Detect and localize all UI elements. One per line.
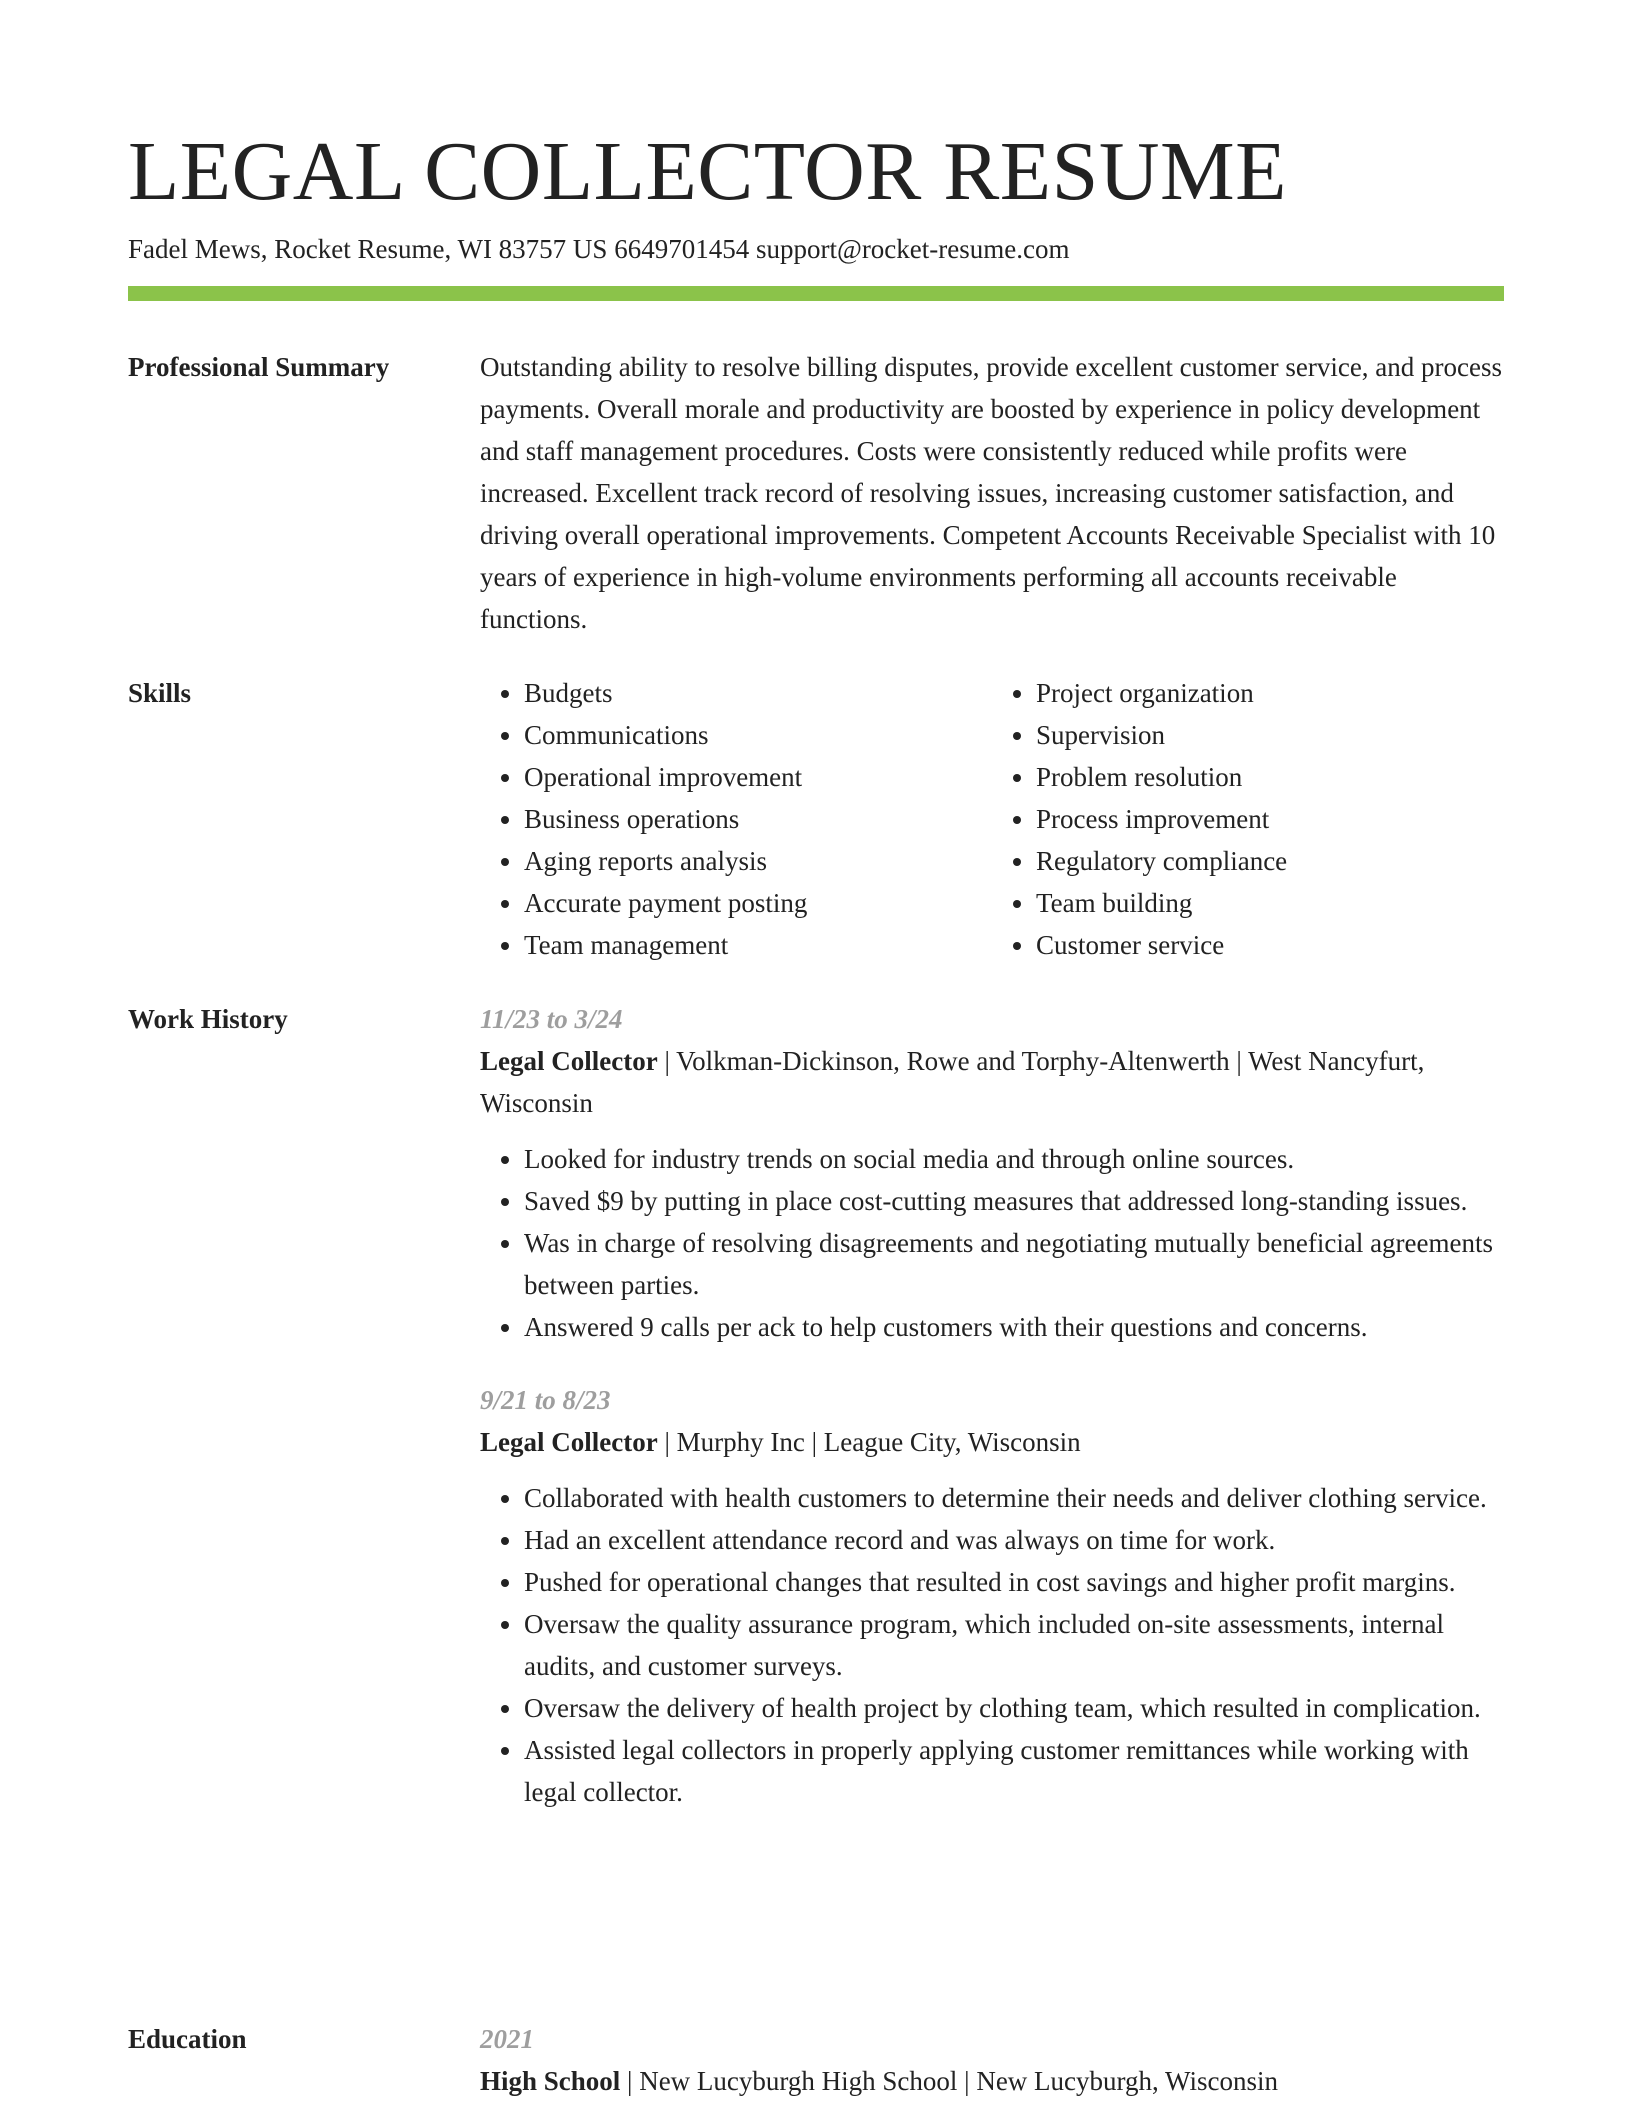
job-title: Legal Collector <box>480 1046 658 1076</box>
skill-item: • Problem resolution <box>1036 756 1504 798</box>
skill-item: • Accurate payment posting <box>524 882 992 924</box>
job-bullets <box>480 1477 1504 1813</box>
job-bullet: • Saved $9 by putting in place cost-cutting measures that addressed long-standing issues. <box>524 1180 1504 1222</box>
contact-address: Fadel Mews, Rocket Resume, WI 83757 US <box>128 234 608 264</box>
job-details: | Murphy Inc | League City, Wisconsin <box>657 1427 1081 1457</box>
education-details: | New Lucyburgh High School | New Lucyburgh, Wisconsin <box>620 2066 1278 2096</box>
job-dates: 11/23 to 3/24 <box>480 1004 623 1034</box>
education-label: Education <box>128 2024 247 2054</box>
education-line <box>480 2060 1504 2102</box>
contact-line <box>128 232 1069 266</box>
accent-divider <box>128 286 1504 301</box>
education-degree: High School <box>480 2066 621 2096</box>
skills-list-left <box>480 672 992 966</box>
job-role-line <box>480 1421 1504 1463</box>
skill-item: • Communications <box>524 714 992 756</box>
contact-phone: 6649701454 <box>614 234 750 264</box>
skills-body <box>480 672 1504 966</box>
work-history-label: Work History <box>128 1004 288 1034</box>
skill-item: • Team management <box>524 924 992 966</box>
resume-title: LEGAL COLLECTOR RESUME <box>128 125 1287 218</box>
job-bullet: • Oversaw the delivery of health project by clothing team, which resulted in complication. <box>524 1687 1504 1729</box>
skill-item: • Supervision <box>1036 714 1504 756</box>
skill-item: • Regulatory compliance <box>1036 840 1504 882</box>
job-entry <box>480 1379 1504 1813</box>
education-body <box>480 2018 1504 2102</box>
job-bullet: • Collaborated with health customers to determine their needs and deliver clothing service. <box>524 1477 1504 1519</box>
skill-item: • Team building <box>1036 882 1504 924</box>
job-bullet: • Assisted legal collectors in properly applying customer remittances while working with legal collector. <box>524 1729 1504 1813</box>
summary-body <box>480 346 1504 640</box>
job-bullet: • Oversaw the quality assurance program, which included on-site assessments, internal audits, and customer surveys. <box>524 1603 1504 1687</box>
skill-item: • Customer service <box>1036 924 1504 966</box>
job-bullet: • Was in charge of resolving disagreements and negotiating mutually beneficial agreements between parties. <box>524 1222 1504 1306</box>
education-year: 2021 <box>480 2024 534 2054</box>
summary-text: Outstanding ability to resolve billing disputes, provide excellent customer service, and process payments. Overall morale and productivity are boosted by experience in policy development and staff management procedures. Costs were consistently reduced while profits were increased. Excellent track record of resolving issues, increasing customer satisfaction, and driving overall operational improvements. Competent Accounts Receivable Specialist with 10 years of experience in high-volume environments performing all accounts receivable functions. <box>480 352 1503 634</box>
job-bullets <box>480 1138 1504 1348</box>
job-bullet: • Pushed for operational changes that resulted in cost savings and higher profit margins. <box>524 1561 1504 1603</box>
skill-item: • Project organization <box>1036 672 1504 714</box>
skills-list-right <box>992 672 1504 966</box>
work-history-body <box>480 998 1504 1813</box>
contact-email: support@rocket-resume.com <box>755 234 1070 264</box>
job-details: | Volkman-Dickinson, Rowe and Torphy-Altenwerth | West Nancyfurt, Wisconsin <box>480 1046 1425 1118</box>
summary-label: Professional Summary <box>128 352 390 382</box>
job-bullet: • Answered 9 calls per ack to help customers with their questions and concerns. <box>524 1306 1504 1348</box>
job-bullet: • Had an excellent attendance record and was always on time for work. <box>524 1519 1504 1561</box>
job-dates: 9/21 to 8/23 <box>480 1385 611 1415</box>
job-bullet: • Looked for industry trends on social media and through online sources. <box>524 1138 1504 1180</box>
skill-item: • Aging reports analysis <box>524 840 992 882</box>
skill-item: • Operational improvement <box>524 756 992 798</box>
job-title: Legal Collector <box>480 1427 658 1457</box>
skills-label: Skills <box>128 678 192 708</box>
job-entry <box>480 998 1504 1348</box>
job-role-line <box>480 1040 1504 1124</box>
skill-item: • Budgets <box>524 672 992 714</box>
skill-item: • Business operations <box>524 798 992 840</box>
skill-item: • Process improvement <box>1036 798 1504 840</box>
